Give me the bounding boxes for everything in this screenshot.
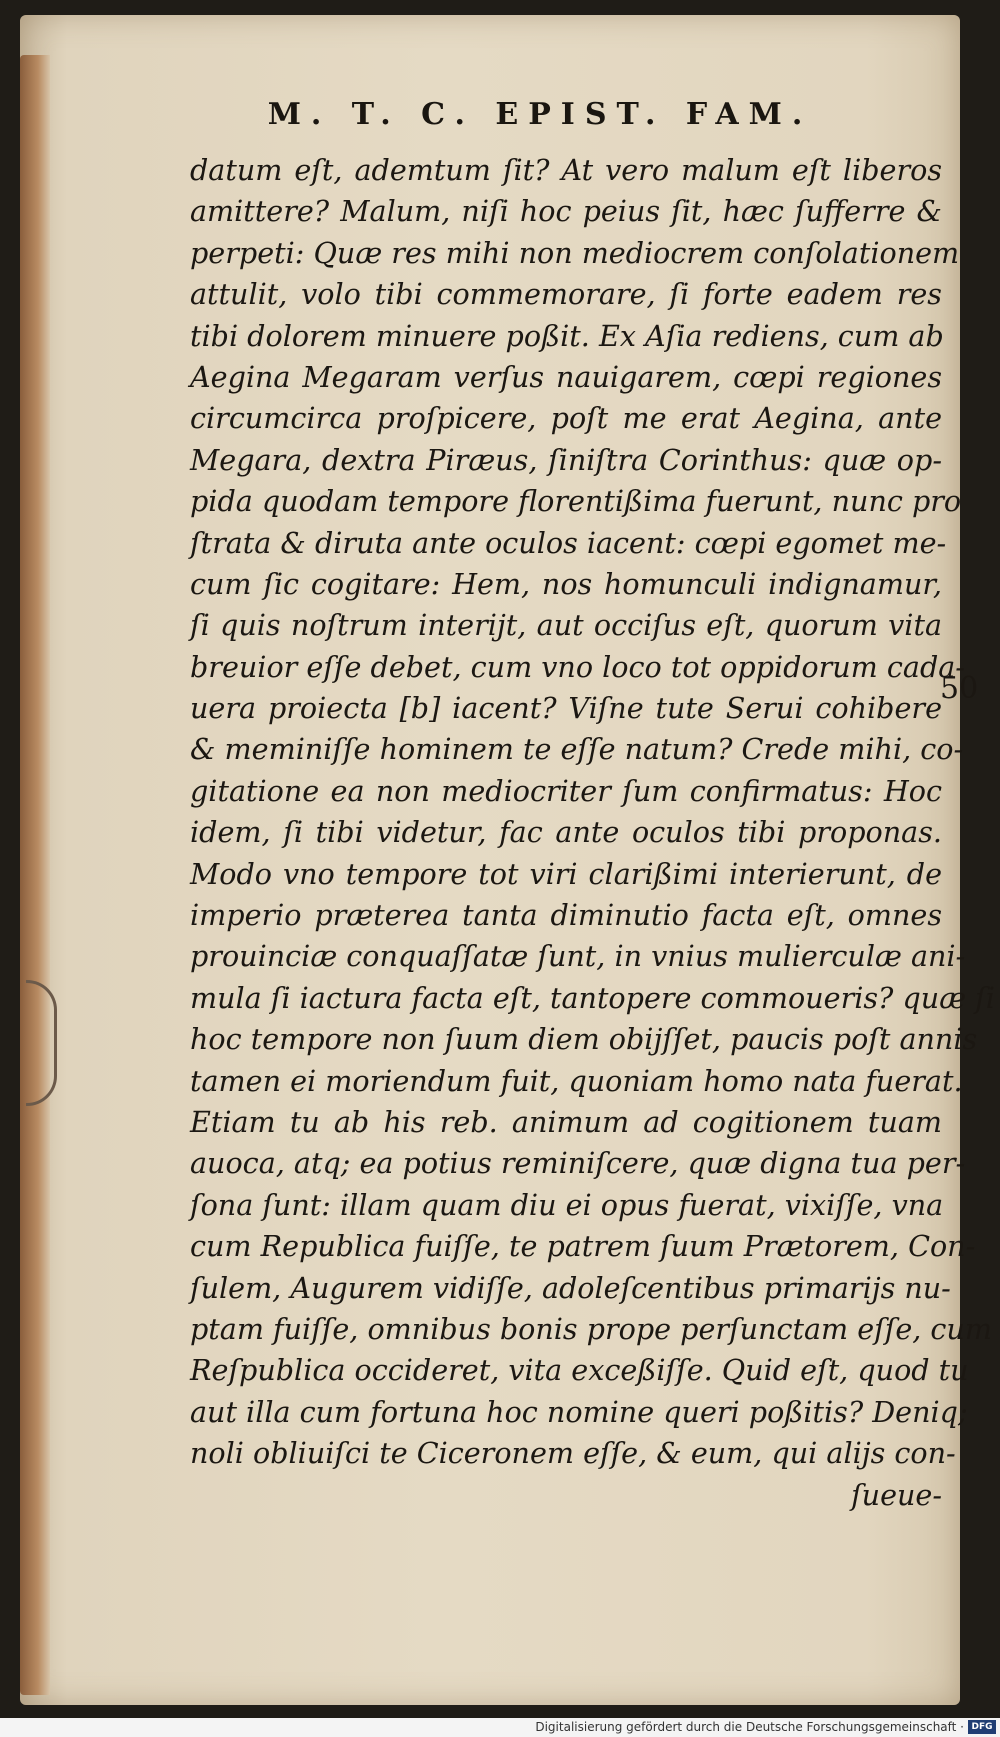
- text-line: ſulem, Augurem vidiſſe, adoleſcentibus primarijs nu-: [190, 1270, 951, 1305]
- text-line: ſtrata & diruta ante oculos iacent: cœpi egomet me-: [190, 525, 947, 560]
- text-line: datum eſt, ademtum ſit? At vero malum eſt liberos: [190, 153, 942, 187]
- text-line: breuior eſſe debet, cum vno loco tot oppidorum cada-: [190, 649, 965, 684]
- text-line: idem, ſi tibi videtur, fac ante oculos tibi proponas.: [190, 815, 942, 850]
- text-line: attulit, volo tibi commemorare, ſi forte eadem res: [190, 277, 942, 312]
- text-line: circumcirca proſpicere, poſt me erat Aegina, ante: [190, 401, 942, 436]
- text-line: Reſpublica occideret, vita exceßiſſe. Quid eſt, quod tu: [190, 1353, 969, 1388]
- text-line: tibi dolorem minuere poßit. Ex Aſia rediens, cum ab: [190, 318, 944, 353]
- text-line: gitatione ea non mediocriter ſum confirmatus: Hoc: [190, 773, 942, 808]
- dfg-logo-icon: DFG: [968, 1720, 996, 1734]
- digitization-footer: [0, 1718, 1000, 1737]
- text-line: ptam fuiſſe, omnibus bonis prope perſunctam eſſe, cum: [190, 1311, 992, 1346]
- text-line: mula ſi iactura facta eſt, tantopere commoueris? quæ ſi: [190, 980, 995, 1015]
- catchword: ſueue-: [851, 1477, 942, 1512]
- text-line: & meminiſſe hominem te eſſe natum? Crede mihi, co-: [190, 732, 964, 767]
- text-line: perpeti: Quæ res mihi non mediocrem conſolationem: [190, 235, 960, 270]
- text-line: ſi quis noſtrum interijt, aut occiſus eſt, quorum vita: [190, 608, 942, 643]
- text-line: hoc tempore non ſuum diem obijſſet, paucis poſt annis: [190, 1022, 978, 1057]
- text-line: ſona ſunt: illam quam diu ei opus fuerat, vixiſſe, vna: [190, 1187, 944, 1222]
- text-line: Aegina Megaram verſus nauigarem, cœpi regiones: [190, 359, 942, 394]
- text-line: noli obliuiſci te Ciceronem eſſe, & eum, qui alijs con-: [190, 1436, 956, 1471]
- text-line: Etiam tu ab his reb. animum ad cogitionem tuam: [190, 1104, 942, 1139]
- page-clasp-mark: [26, 980, 57, 1106]
- margin-line-number: 50: [940, 671, 979, 706]
- text-line: cum ſic cogitare: Hem, nos homunculi indignamur,: [190, 566, 942, 601]
- book-page: [20, 15, 995, 1705]
- text-line: cum Republica fuiſſe, te patrem ſuum Prætorem, Con-: [190, 1229, 976, 1264]
- text-line: pida quodam tempore florentißima fuerunt, nunc pro: [190, 484, 962, 519]
- text-line: aut illa cum fortuna hoc nomine queri poßitis? Deniq;: [190, 1394, 968, 1429]
- text-line: amittere? Malum, niſi hoc peius ſit, hæc ſufferre &: [190, 194, 942, 229]
- text-line: Modo vno tempore tot viri clarißimi interierunt, de: [190, 856, 942, 891]
- book-spine: [20, 55, 50, 1695]
- footer-credit: Digitalisierung gefördert durch die Deutsche Forschungsgemeinschaft ·: [535, 1720, 964, 1734]
- running-head: M. T. C. EPIST. FAM.: [267, 97, 813, 132]
- text-line: uera proiecta [b] iacent? Viſne tute Serui cohibere: [190, 691, 942, 726]
- text-line: imperio præterea tanta diminutio facta eſt, omnes: [190, 898, 942, 933]
- text-line: Megara, dextra Piræus, ſiniſtra Corinthus: quæ op-: [190, 442, 942, 477]
- text-line: prouinciæ conquaſſatæ ſunt, in vnius mulierculæ ani-: [190, 939, 966, 974]
- text-line: auoca, atq; ea potius reminiſcere, quæ digna tua per-: [190, 1146, 966, 1181]
- text-line: tamen ei moriendum fuit, quoniam homo nata fuerat.: [190, 1063, 963, 1098]
